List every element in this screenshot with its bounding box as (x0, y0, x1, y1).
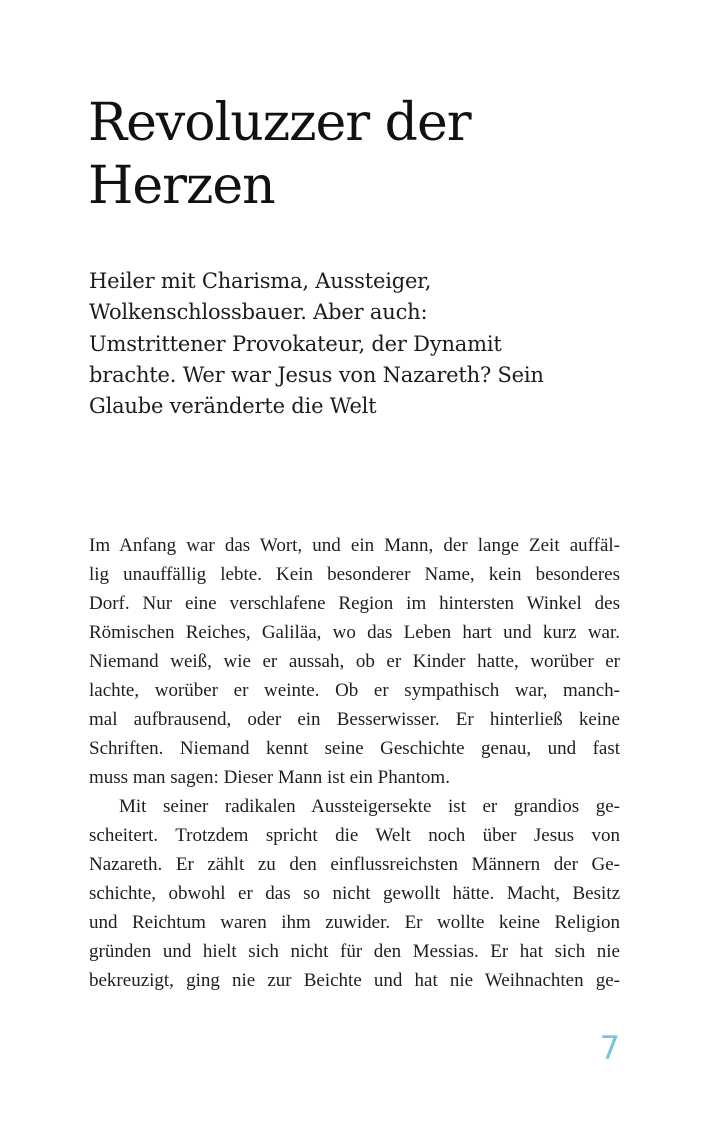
lead-line: Wolkenschlossbauer. Aber auch: (89, 300, 428, 325)
body-line: Mit seiner radikalen Aussteigersekte ist er grandios ge- (119, 796, 620, 817)
lead-line: Glaube veränderte die Welt (89, 394, 377, 419)
page-number: 7 (599, 1029, 620, 1067)
body-line: gründen und hielt sich nicht für den Messias. Er hat sich nie (89, 941, 620, 962)
body-line: Dorf. Nur eine verschlafene Region im hintersten Winkel des (89, 593, 620, 614)
lead-line: Umstrittener Provokateur, der Dynamit (89, 331, 502, 356)
body-line: mal aufbrausend, oder ein Besserwisser. Er hinterließ keine (89, 709, 620, 730)
lead-line: Heiler mit Charisma, Aussteiger, (89, 269, 432, 293)
title-line: Herzen (88, 156, 275, 216)
title-line: Revoluzzer der (88, 93, 471, 153)
body-line: muss man sagen: Dieser Mann ist ein Phantom. (89, 767, 450, 788)
article-title (88, 92, 648, 218)
body-line: Niemand weiß, wie er aussah, ob er Kinder hatte, worüber er (89, 651, 620, 672)
body-line: und Reichtum waren ihm zuwider. Er wollte keine Religion (89, 912, 620, 933)
body-line: Im Anfang war das Wort, und ein Mann, der lange Zeit auffäl- (89, 535, 620, 556)
lead-line: brachte. Wer war Jesus von Nazareth? Sein (89, 362, 544, 387)
body-line: Schriften. Niemand kennt seine Geschichte genau, und fast (89, 738, 620, 759)
body-line: Nazareth. Er zählt zu den einflussreichsten Männern der Ge- (89, 854, 620, 875)
body-line: schichte, obwohl er das so nicht gewollt hätte. Macht, Besitz (89, 883, 620, 904)
body-line: lig unauffällig lebte. Kein besonderer Name, kein besonderes (89, 564, 620, 585)
body-line: lachte, worüber er weinte. Ob er sympathisch war, manch- (89, 680, 620, 701)
body-line: Römischen Reiches, Galiläa, wo das Leben hart und kurz war. (89, 622, 620, 643)
article-lead (89, 266, 649, 422)
body-line: scheitert. Trotzdem spricht die Welt noch über Jesus von (89, 825, 620, 846)
body-line: bekreuzigt, ging nie zur Beichte und hat nie Weihnachten ge- (89, 970, 620, 991)
